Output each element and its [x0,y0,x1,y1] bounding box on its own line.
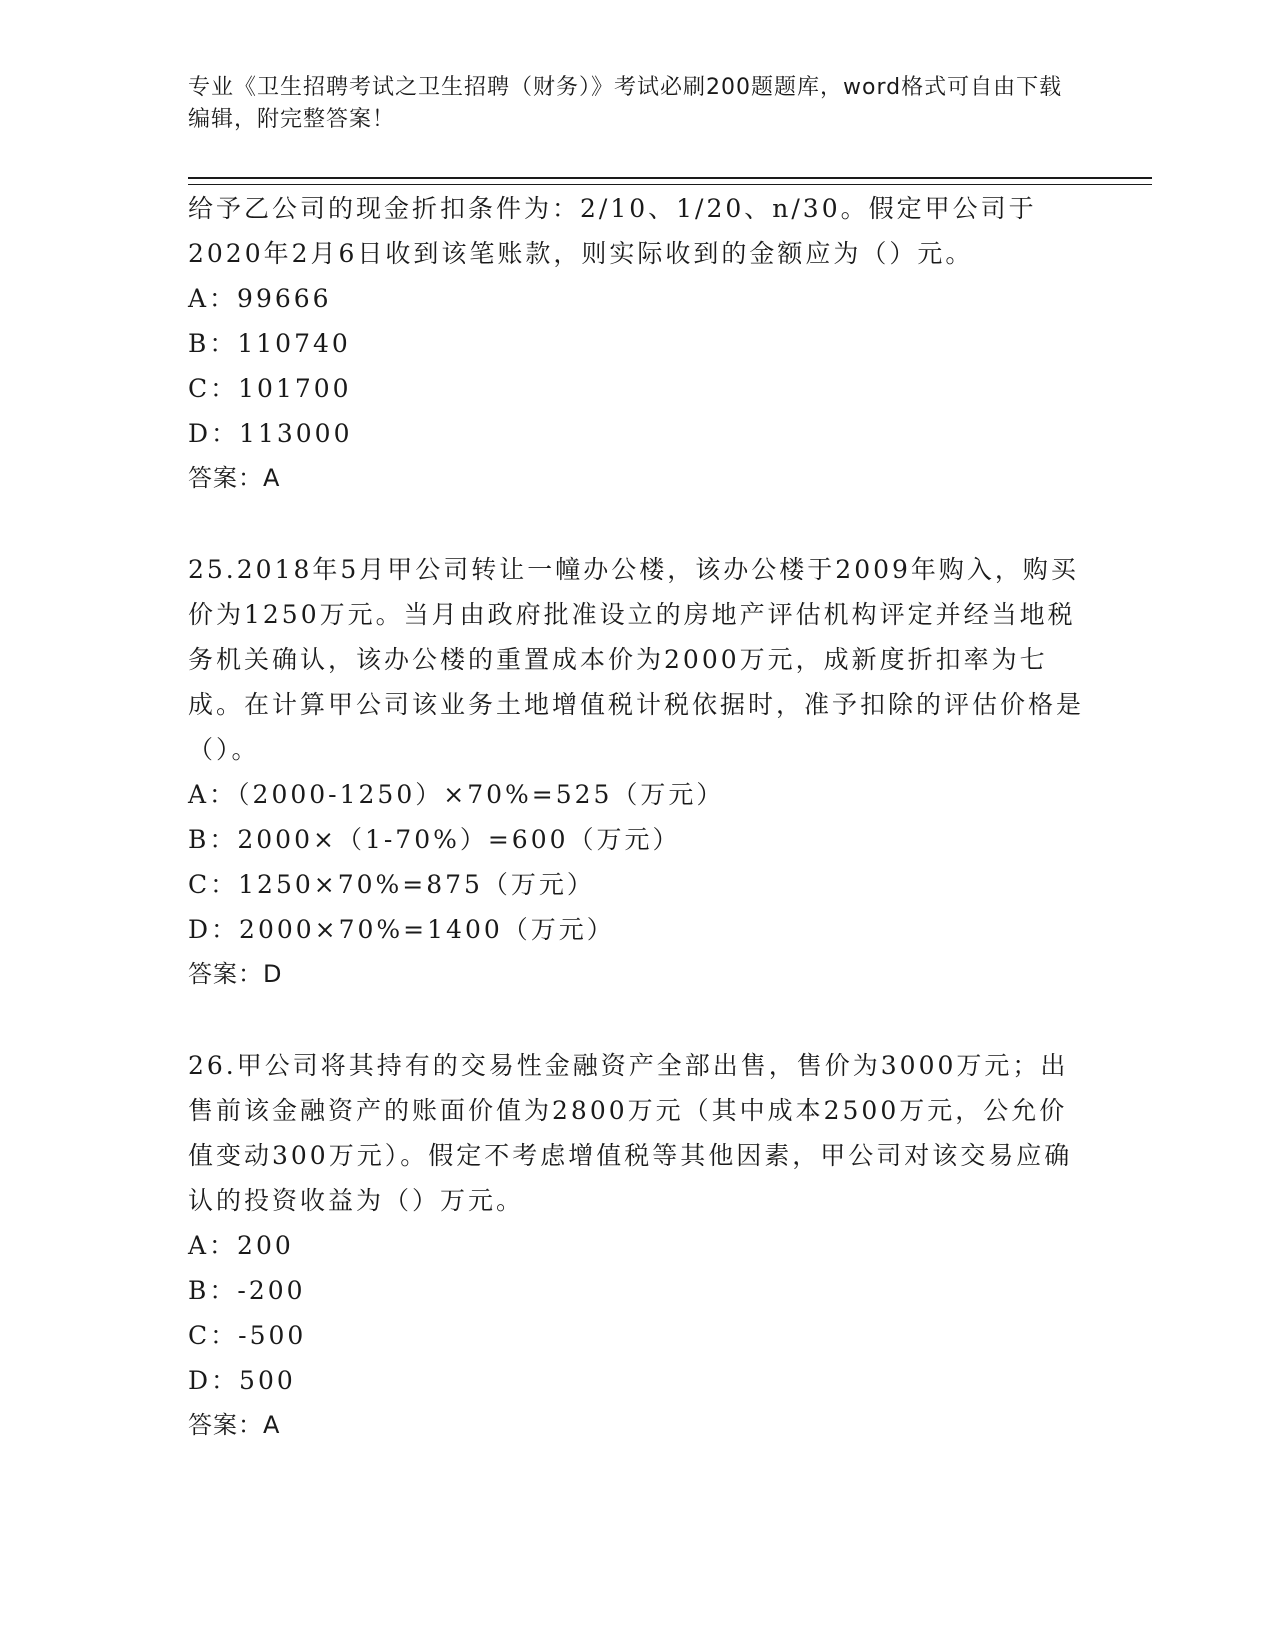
question-spacer [188,501,1088,547]
option-a: A：（2000-1250）×70%=525（万元） [188,780,725,809]
option-d: D：113000 [188,419,353,448]
question-block [188,1043,1088,1448]
header-divider-thick [188,177,1152,179]
option-c: C：1250×70%=875（万元） [188,870,595,899]
answer-line: 答案：A [188,1411,281,1439]
option-b: B：2000×（1-70%）=600（万元） [188,825,681,854]
document-header: 专业《卫生招聘考试之卫生招聘（财务）》考试必刷200题题库，word格式可自由下载编辑，附完整答案！ [188,75,1063,132]
answer-line: 答案：D [188,960,283,988]
option-a: A：99666 [188,284,332,313]
option-d: D：2000×70%=1400（万元） [188,915,615,944]
question-block [188,547,1088,997]
option-c: C：-500 [188,1321,307,1350]
question-spacer [188,997,1088,1043]
option-d: D：500 [188,1366,296,1395]
question-list [188,186,1088,1448]
question-block [188,186,1088,501]
answer-line: 答案：A [188,464,281,492]
header-divider-thin [188,184,1152,185]
option-a: A：200 [188,1231,294,1260]
option-b: B：110740 [188,329,351,358]
option-b: B：-200 [188,1276,306,1305]
question-text: 给予乙公司的现金折扣条件为：2/10、1/20、n/30。假定甲公司于2020年2月6日收到该笔账款，则实际收到的金额应为（）元。 [188,194,1037,268]
question-text: 26.甲公司将其持有的交易性金融资产全部出售，售价为3000万元；出售前该金融资产的账面价值为2800万元（其中成本2500万元，公允价值变动300万元）。假定不考虑增值税等其他因素，甲公司对该交易应确认的投资收益为（）万元。 [188,1051,1073,1215]
question-text: 25.2018年5月甲公司转让一幢办公楼，该办公楼于2009年购入，购买价为1250万元。当月由政府批准设立的房地产评估机构评定并经当地税务机关确认，该办公楼的重置成本价为2000万元，成新度折扣率为七成。在计算甲公司该业务土地增值税计税依据时，准予扣除的评估价格是（）。 [188,555,1085,764]
option-c: C：101700 [188,374,352,403]
